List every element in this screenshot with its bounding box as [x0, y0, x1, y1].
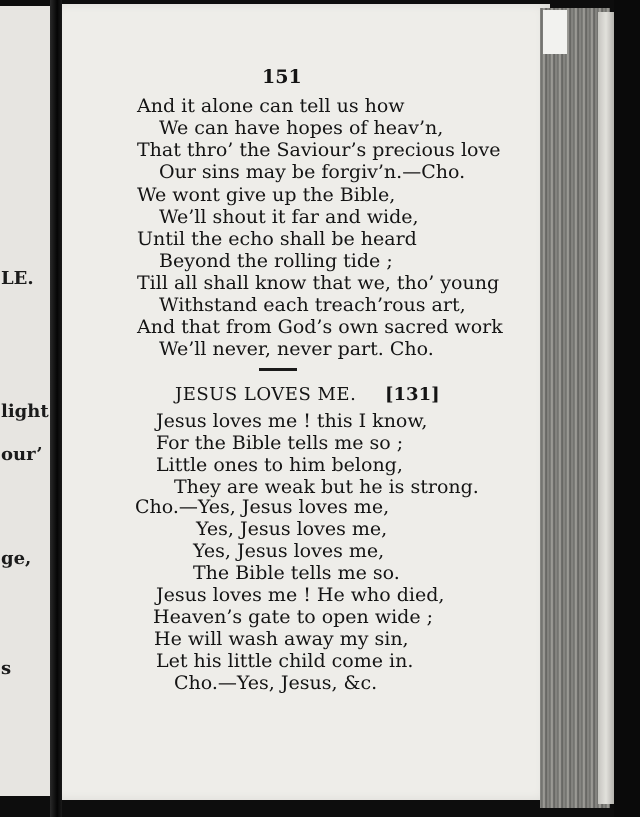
- verse-line: He will wash away my sin,: [154, 628, 409, 650]
- verse-line: That thro’ the Saviour’s precious love: [137, 139, 501, 161]
- chorus-line: Cho.—Yes, Jesus loves me,: [135, 496, 390, 518]
- hymn-title: JESUS LOVES ME.: [175, 384, 357, 405]
- verse-line: We’ll shout it far and wide,: [159, 206, 419, 228]
- verse-line: Withstand each treach’rous art,: [159, 294, 466, 316]
- verse-line: We’ll never, never part. Cho.: [159, 338, 434, 360]
- verse-line: And that from God’s own sacred work: [137, 316, 503, 338]
- section-divider: [259, 368, 297, 371]
- left-page-fragment: LE.: [1, 268, 34, 289]
- verse-line: Till all shall know that we, tho’ young: [137, 272, 500, 294]
- verse-line: Our sins may be forgiv’n.—Cho.: [159, 161, 466, 183]
- verse-line: Jesus loves me ! He who died,: [156, 584, 445, 606]
- page-corner: [543, 10, 567, 54]
- background-edge: [614, 0, 640, 817]
- verse-line: We can have hopes of heav’n,: [159, 117, 444, 139]
- verse-line: They are weak but he is strong.: [174, 476, 479, 498]
- chorus-line: The Bible tells me so.: [193, 562, 400, 584]
- verse-line: Heaven’s gate to open wide ;: [153, 606, 434, 628]
- chorus-line: Yes, Jesus loves me,: [193, 540, 385, 562]
- verse-line: Little ones to him belong,: [156, 454, 403, 476]
- page-edge-strip: [598, 12, 614, 804]
- verse-line: We wont give up the Bible,: [137, 184, 396, 206]
- verse-line: Jesus loves me ! this I know,: [156, 410, 428, 432]
- chorus-reference: Cho.—Yes, Jesus, &c.: [174, 672, 378, 694]
- verse-line: Until the echo shall be heard: [137, 228, 417, 250]
- left-page-fragment: our’: [1, 444, 43, 465]
- verse-line: For the Bible tells me so ;: [156, 432, 404, 454]
- verse-line: Beyond the rolling tide ;: [159, 250, 393, 272]
- chorus-line: Yes, Jesus loves me,: [196, 518, 388, 540]
- page-number: 151: [262, 66, 302, 88]
- left-page-fragment: ge,: [1, 548, 32, 569]
- left-page-fragment: s: [1, 658, 12, 679]
- facing-page-left: [0, 6, 55, 796]
- left-page-fragment: light: [1, 401, 49, 422]
- verse-line: And it alone can tell us how: [137, 95, 405, 117]
- verse-line: Let his little child come in.: [156, 650, 414, 672]
- book-gutter: [50, 0, 62, 817]
- hymn-number: [131]: [385, 384, 440, 405]
